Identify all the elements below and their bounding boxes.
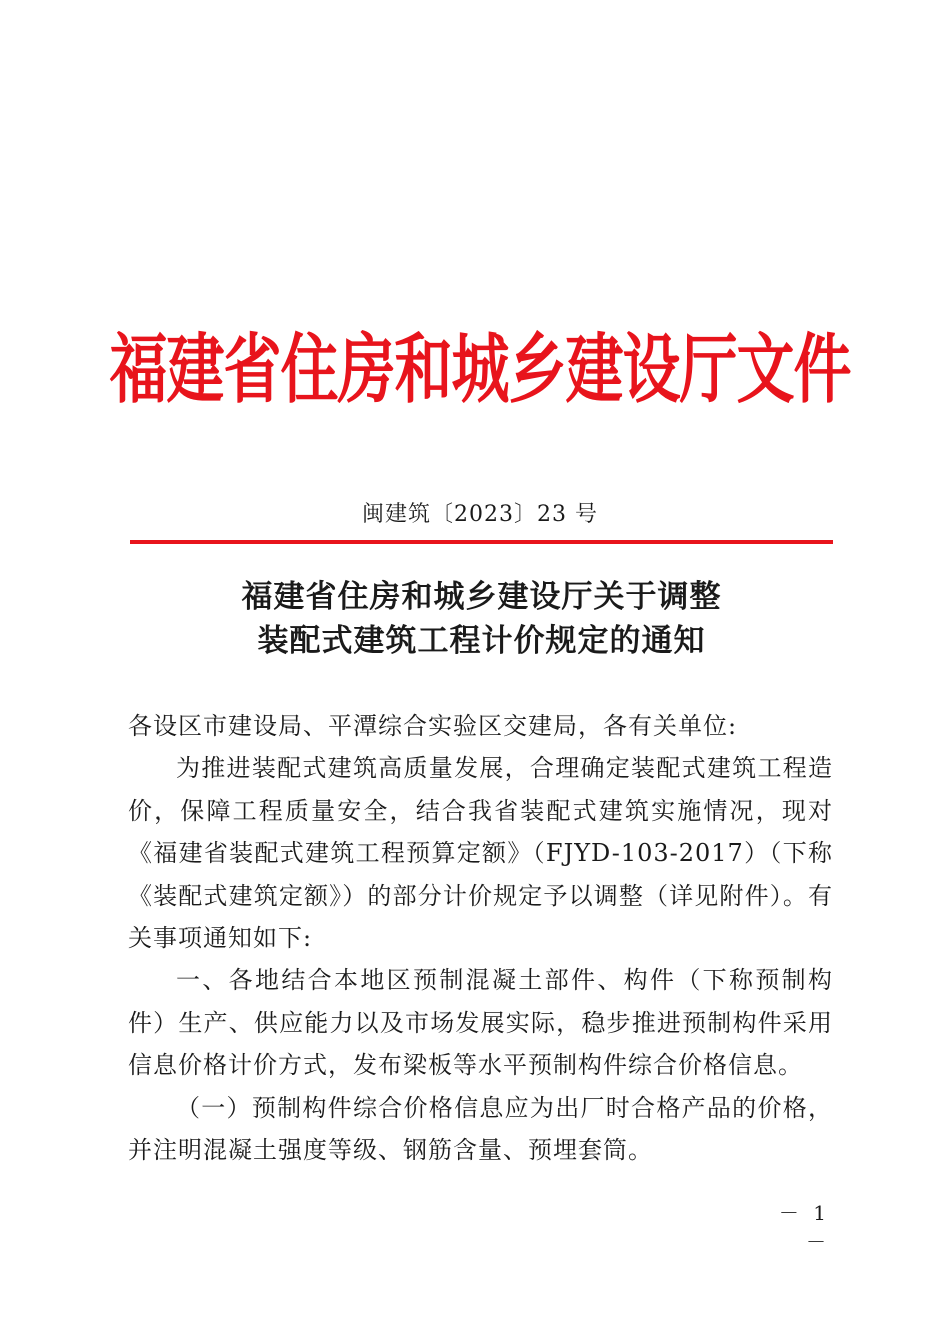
document-body	[128, 705, 833, 1171]
document-number: 闽建筑〔2023〕23 号	[362, 502, 598, 527]
body-paragraph: 为推进装配式建筑高质量发展，合理确定装配式建筑工程造价，保障工程质量安全，结合我省装配式建筑实施情况，现对《福建省装配式建筑工程预算定额》（FJYD-103-2017）（下称《装配式建筑定额》）的部分计价规定予以调整（详见附件）。有关事项通知如下:	[128, 754, 833, 953]
document-masthead: 福建省住房和城乡建设厅文件	[109, 324, 851, 414]
title-line-2: 装配式建筑工程计价规定的通知	[257, 623, 706, 659]
recipients-line: 各设区市建设局、平潭综合实验区交建局，各有关单位:	[128, 712, 738, 740]
title-line-1: 福建省住房和城乡建设厅关于调整	[241, 579, 722, 615]
body-paragraph: （一）预制构件综合价格信息应为出厂时合格产品的价格，并注明混凝土强度等级、钢筋含量、预埋套筒。	[128, 1093, 833, 1165]
body-paragraph: 一、各地结合本地区预制混凝土部件、构件（下称预制构件）生产、供应能力以及市场发展实际，稳步推进预制构件采用信息价格计价方式，发布梁板等水平预制构件综合价格信息。	[128, 966, 833, 1080]
page-number: － 1 －	[778, 1201, 830, 1254]
document-title	[130, 575, 833, 663]
red-divider-line	[130, 540, 833, 544]
